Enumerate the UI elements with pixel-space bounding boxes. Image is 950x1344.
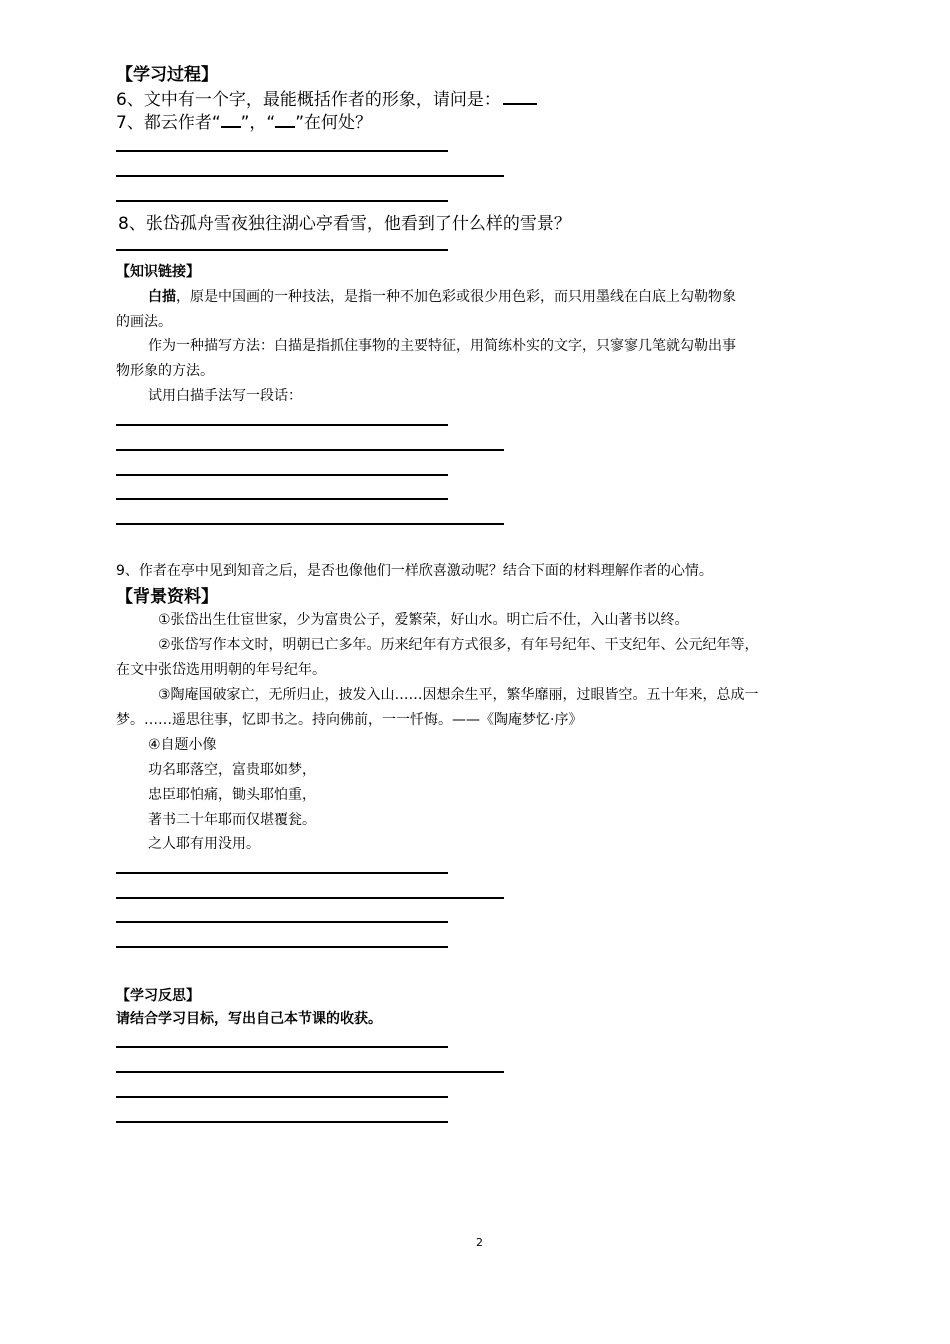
poem-line: 功名耶落空，富贵耶如梦， <box>148 762 316 778</box>
knowledge-paragraph-1-cont: 的画法。 <box>116 314 172 330</box>
answer-line <box>116 1071 504 1073</box>
answer-line <box>116 249 448 251</box>
answer-line <box>116 1046 448 1048</box>
question-6-text: 6、文中有一个字，最能概括作者的形象，请问是： <box>116 90 501 110</box>
answer-blank <box>275 109 295 128</box>
answer-line <box>116 872 448 874</box>
background-item-4-title: ④自题小像 <box>148 737 217 753</box>
question-8: 8、张岱孤舟雪夜独往湖心亭看雪，他看到了什么样的雪景？ <box>118 214 571 234</box>
answer-line <box>116 498 448 500</box>
answer-line <box>116 897 504 899</box>
question-6 <box>116 85 537 110</box>
question-7 <box>116 108 372 133</box>
poem-line: 忠臣耶怕痛，锄头耶怕重， <box>148 787 316 803</box>
question-9: 9、作者在亭中见到知音之后，是否也像他们一样欣喜激动呢？结合下面的材料理解作者的心情。 <box>116 563 713 579</box>
background-item-2-cont: 在文中张岱选用明朝的年号纪年。 <box>116 662 326 678</box>
knowledge-paragraph-2-cont: 物形象的方法。 <box>116 363 214 379</box>
answer-line <box>116 150 448 152</box>
page-number: 2 <box>476 1236 483 1249</box>
answer-line <box>116 1121 448 1123</box>
writing-prompt: 试用白描手法写一段话： <box>148 388 302 404</box>
question-7-text-1: 7、都云作者“ <box>116 113 221 133</box>
reflection-prompt: 请结合学习目标，写出自己本节课的收获。 <box>116 1011 382 1027</box>
answer-line <box>116 1096 448 1098</box>
answer-line <box>116 523 504 525</box>
section-heading-learning-process: 【学习过程】 <box>116 65 218 85</box>
knowledge-paragraph-2: 作为一种描写方法：白描是指抓住事物的主要特征，用简练朴实的文字，只寥寥几笔就勾勒出事 <box>148 338 736 354</box>
question-7-text-3: ”在何处？ <box>295 113 373 133</box>
background-item-1: ①张岱出生仕宦世家，少为富贵公子，爱繁荣，好山水。明亡后不仕，入山著书以终。 <box>158 612 689 628</box>
knowledge-paragraph-1 <box>148 286 736 306</box>
knowledge-p1-text: ，原是中国画的一种技法，是指一种不加色彩或很少用色彩，而只用墨线在白底上勾勒物象 <box>176 289 736 305</box>
background-item-3-cont: 梦。……遥思往事，忆即书之。持向佛前，一一忏悔。——《陶庵梦忆·序》 <box>116 712 583 728</box>
section-heading-background: 【背景资料】 <box>116 587 218 607</box>
answer-blank <box>503 86 537 105</box>
section-heading-knowledge: 【知识链接】 <box>116 264 200 280</box>
answer-blank <box>221 109 241 128</box>
answer-line <box>116 921 448 923</box>
answer-line <box>116 175 504 177</box>
answer-line <box>116 200 448 202</box>
answer-line <box>116 474 448 476</box>
answer-line <box>116 449 504 451</box>
background-item-2: ②张岱写作本文时，明朝已亡多年。历来纪年有方式很多，有年号纪年、干支纪年、公元纪年等， <box>158 637 759 653</box>
background-item-3: ③陶庵国破家亡，无所归止，披发入山……因想余生平，繁华靡丽，过眼皆空。五十年来，总成一 <box>158 687 759 703</box>
section-heading-reflection: 【学习反思】 <box>116 988 200 1004</box>
poem-line: 之人耶有用没用。 <box>148 836 260 852</box>
answer-line <box>116 946 448 948</box>
knowledge-term: 白描 <box>148 289 176 305</box>
question-7-text-2: ”，“ <box>240 113 276 133</box>
answer-line <box>116 424 448 426</box>
poem-line: 著书二十年耶而仅堪覆瓮。 <box>148 812 316 828</box>
